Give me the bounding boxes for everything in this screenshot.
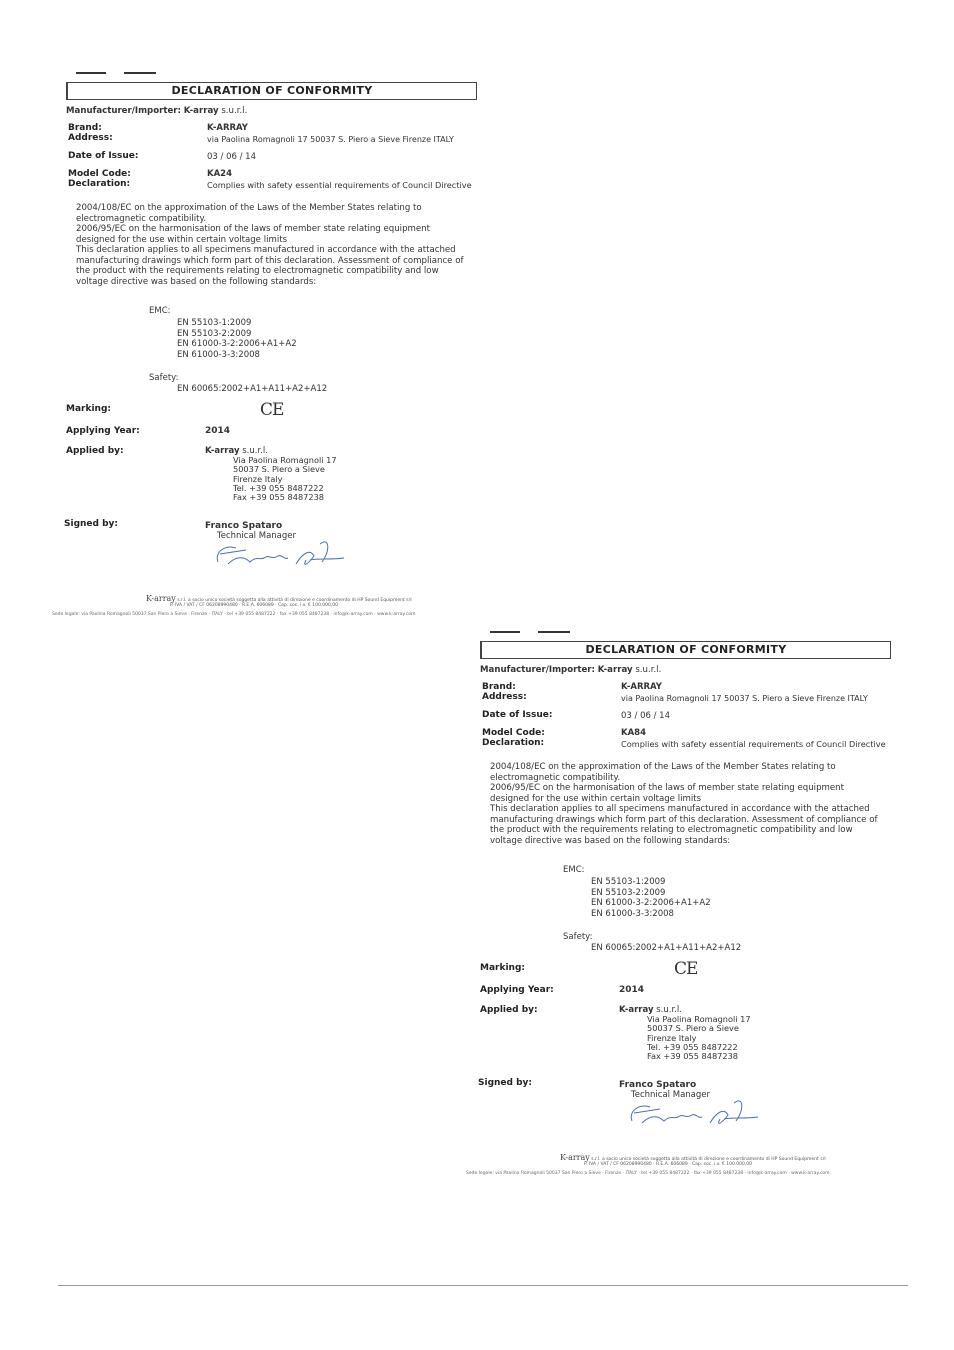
marking-label: Marking: (480, 963, 525, 973)
header-box (480, 641, 891, 659)
signed-by-label: Signed by: (64, 519, 119, 529)
signer-name: Franco Spataro (205, 521, 283, 531)
applied-suffix: s.u.r.l. (656, 1005, 682, 1015)
applied-address-line: Via Paolina Romagnoli 17 (647, 1014, 751, 1024)
footer-company-line (560, 1153, 826, 1162)
footer-line3: Sede legale: via Paolina Romagnoli 50037 San Piero a Sieve · Firenze · ITALY · tel +39 055 8487222 · fax +39 055 8487238 · info@k-array.com · www.k-array.com (52, 612, 416, 617)
declaration-label: Declaration: (68, 179, 131, 189)
address-label: Address: (68, 133, 113, 143)
applied-address-line: Tel. +39 055 8487222 (233, 482, 324, 493)
paragraph-applies: This declaration applies to all specimens manufactured in accordance with the attached manufacturing drawings which form part of this declaration. Assessment of compliance of the product with the requirements relating to electromagnetic compatibility and low voltage directive was based on the following standards: (490, 804, 878, 846)
document-title: DECLARATION OF CONFORMITY (585, 643, 787, 656)
address-value: via Paolina Romagnoli 17 50037 S. Piero a Sieve Firenze ITALY (207, 135, 454, 144)
footer-brand: K-array (560, 1153, 590, 1162)
ce-mark: CE (260, 400, 284, 420)
emc-standard: EN 61000-3-3:2008 (591, 908, 674, 919)
safety-standard: EN 60065:2002+A1+A11+A2+A12 (591, 943, 742, 953)
model-value: KA84 (621, 728, 646, 738)
applying-year-value: 2014 (619, 985, 645, 995)
model-value: KA24 (207, 169, 232, 179)
safety-standard: EN 60065:2002+A1+A11+A2+A12 (177, 384, 328, 394)
header-box (66, 82, 477, 100)
paragraph-emc-directive: 2004/108/EC on the approximation of the Laws of the Member States relating to electromagnetic compatibility. (76, 203, 422, 224)
safety-label: Safety: (149, 373, 179, 383)
emc-standard: EN 55103-2:2009 (177, 328, 252, 339)
applied-brand: K-array (205, 446, 240, 456)
emc-standard: EN 61000-3-2:2006+A1+A2 (177, 339, 297, 349)
applied-by-label: Applied by: (480, 1005, 538, 1015)
paragraph-applies: This declaration applies to all specimens manufactured in accordance with the attached manufacturing drawings which form part of this declaration. Assessment of compliance of the product with the requirements relating to electromagnetic compatibility and low voltage directive was based on the following standards: (76, 245, 464, 287)
paragraph-lvd-directive: 2006/95/EC on the harmonisation of the laws of member state relating equipment designed for the use within certain voltage limits (76, 224, 431, 245)
applied-by-label: Applied by: (66, 446, 124, 456)
emc-standard: EN 55103-2:2009 (591, 887, 666, 898)
declaration-paragraph (490, 762, 885, 846)
header-marks (76, 72, 156, 76)
applied-address-line: Fax +39 055 8487238 (233, 492, 324, 503)
emc-label: EMC: (149, 306, 171, 316)
model-label: Model Code: (482, 728, 545, 738)
address-value: via Paolina Romagnoli 17 50037 S. Piero a Sieve Firenze ITALY (621, 694, 868, 703)
signature-graphic (206, 534, 346, 572)
applied-address-line: 50037 S. Piero a Sieve (647, 1023, 739, 1034)
date-label: Date of Issue: (68, 151, 139, 161)
signature-graphic (620, 1093, 760, 1131)
page-bottom-rule (58, 1285, 908, 1286)
footer-line1: s.r.l. a socio unico società soggetta alla attività di direzione e coordinamento di HP Sound Equipment srl (177, 598, 412, 603)
signer-title: Technical Manager (217, 531, 296, 541)
manufacturer-row (66, 106, 247, 116)
applied-address-line: Firenze Italy (233, 473, 283, 484)
marking-label: Marking: (66, 404, 111, 414)
applying-year-label: Applying Year: (66, 426, 140, 436)
applied-brand: K-array (619, 1005, 654, 1015)
manufacturer-row (480, 665, 661, 675)
applied-suffix: s.u.r.l. (242, 446, 268, 456)
brand-value: K-ARRAY (207, 123, 248, 133)
manufacturer-suffix: s.u.r.l. (635, 665, 662, 675)
applying-year-label: Applying Year: (480, 985, 554, 995)
applied-address (233, 456, 337, 502)
address-label: Address: (482, 692, 527, 702)
manufacturer-brand: K-array (183, 106, 219, 116)
date-value: 03 / 06 / 14 (621, 711, 670, 721)
emc-standards (177, 318, 297, 360)
footer-company-line (146, 594, 412, 603)
emc-standard: EN 55103-1:2009 (177, 318, 252, 328)
declaration-document (466, 641, 895, 1201)
applied-address-line: Tel. +39 055 8487222 (647, 1041, 738, 1052)
emc-standard: EN 61000-3-3:2008 (177, 349, 260, 360)
ce-mark: CE (674, 959, 698, 979)
header-marks (490, 631, 570, 635)
emc-label: EMC: (563, 865, 585, 875)
declaration-value: Complies with safety essential requirements of Council Directive (207, 180, 472, 190)
paragraph-emc-directive: 2004/108/EC on the approximation of the Laws of the Member States relating to electromagnetic compatibility. (490, 762, 836, 783)
manufacturer-label: Manufacturer/Importer: (66, 106, 181, 116)
applied-address-line: Via Paolina Romagnoli 17 (233, 455, 337, 465)
signed-by-label: Signed by: (478, 1078, 533, 1088)
manufacturer-suffix: s.u.r.l. (221, 106, 248, 116)
date-value: 03 / 06 / 14 (207, 152, 256, 162)
emc-standard: EN 55103-1:2009 (591, 877, 666, 887)
applying-year-value: 2014 (205, 426, 231, 436)
footer-brand: K-array (146, 594, 176, 603)
safety-label: Safety: (563, 932, 593, 942)
signer-title: Technical Manager (631, 1090, 710, 1100)
applied-address-line: Fax +39 055 8487238 (647, 1051, 738, 1062)
footer-line2: P. IVA / VAT / CF 06208990480 · R.E.A. 606089 · Cap. soc. i.v. € 100.000,00 (170, 603, 339, 608)
date-label: Date of Issue: (482, 710, 553, 720)
declaration-label: Declaration: (482, 738, 545, 748)
manufacturer-brand: K-array (597, 665, 633, 675)
model-label: Model Code: (68, 169, 131, 179)
emc-standard: EN 61000-3-2:2006+A1+A2 (591, 898, 711, 908)
footer-line1: s.r.l. a socio unico società soggetta alla attività di direzione e coordinamento di HP Sound Equipment srl (591, 1157, 826, 1162)
applied-address-line: 50037 S. Piero a Sieve (233, 464, 325, 475)
brand-value: K-ARRAY (621, 682, 662, 692)
declaration-document (52, 82, 481, 642)
declaration-paragraph (76, 203, 471, 287)
brand-label: Brand: (68, 123, 102, 133)
signer-name: Franco Spataro (619, 1080, 697, 1090)
paragraph-lvd-directive: 2006/95/EC on the harmonisation of the laws of member state relating equipment designed for the use within certain voltage limits (490, 783, 845, 804)
document-title: DECLARATION OF CONFORMITY (171, 84, 373, 97)
emc-standards (591, 877, 711, 919)
declaration-value: Complies with safety essential requirements of Council Directive (621, 739, 886, 749)
footer-line3: Sede legale: via Paolina Romagnoli 50037 San Piero a Sieve · Firenze · ITALY · tel +39 055 8487222 · fax +39 055 8487238 · info@k-array.com · www.k-array.com (466, 1171, 830, 1176)
applied-address-line: Firenze Italy (647, 1032, 697, 1043)
applied-address (647, 1015, 751, 1061)
brand-label: Brand: (482, 682, 516, 692)
manufacturer-label: Manufacturer/Importer: (480, 665, 595, 675)
footer-line2: P. IVA / VAT / CF 06208990480 · R.E.A. 606089 · Cap. soc. i.v. € 100.000,00 (584, 1162, 753, 1167)
